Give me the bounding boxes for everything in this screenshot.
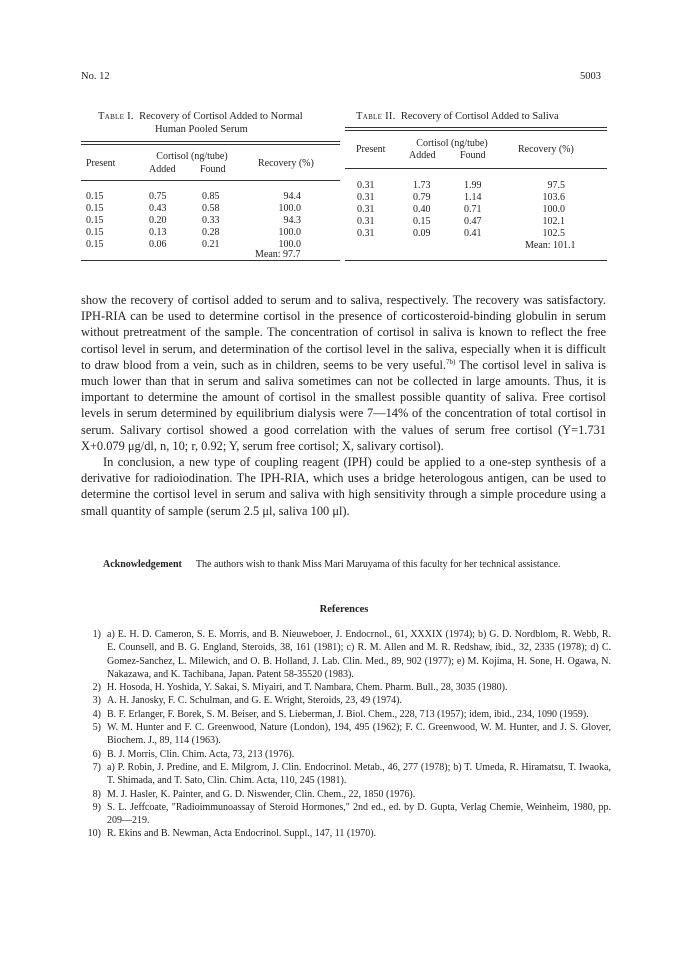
reference-item — [81, 628, 611, 681]
journal-issue-number: No. 12 — [81, 71, 110, 82]
body-text — [81, 292, 606, 519]
table1-header-rule — [81, 180, 340, 181]
reference-text: S. L. Jeffcoate, "Radioimmunoassay of Steroid Hormones," 2nd ed., ed. by D. Gupta, Verlag Chemie, Weinheim, 1980, pp. 209—219. — [107, 801, 611, 827]
table2-cell-present: 0.31 — [357, 204, 375, 215]
table2-cell-found: 1.99 — [464, 180, 482, 191]
reference-item — [81, 761, 611, 788]
table1-cell-recovery: 100.0 — [278, 227, 301, 238]
reference-number: 4) — [92, 708, 101, 720]
table1-col-present: Present — [86, 158, 116, 169]
table1-cell-added: 0.20 — [149, 215, 167, 226]
table2-top-rule-2 — [345, 130, 607, 131]
table2-col-recovery: Recovery (%) — [518, 144, 574, 155]
table1-cell-present: 0.15 — [86, 215, 104, 226]
table2-cell-present: 0.31 — [357, 192, 375, 203]
references-title: References — [319, 604, 369, 615]
table2-caption — [356, 110, 616, 123]
reference-text: H. Hosoda, H. Yoshida, Y. Sakai, S. Miyairi, and T. Nambara, Chem. Pharm. Bull., 28, 3035 (1980). — [107, 682, 508, 694]
table2-col-added: Added — [409, 150, 436, 161]
reference-item — [81, 827, 611, 840]
table1-caption-line1: Recovery of Cortisol Added to Normal — [139, 111, 303, 122]
table2-col-present: Present — [356, 144, 386, 155]
reference-text: M. J. Hasler, K. Painter, and G. D. Niswender, Clin. Chem., 22, 1850 (1976). — [107, 788, 416, 800]
reference-text: W. M. Hunter and F. C. Greenwood, Nature (London), 194, 495 (1962); F. C. Greenwood, W. M. Hunter, and J. S. Glover, Biochem. J., 89, 114 (1963). — [107, 722, 611, 747]
table1-cell-found: 0.21 — [202, 239, 220, 250]
table2-cell-present: 0.31 — [357, 228, 375, 239]
table1-cell-added: 0.13 — [149, 227, 167, 238]
acknowledgement — [81, 558, 606, 571]
table2-cell-recovery: 102.5 — [542, 228, 565, 239]
reference-text: a) E. H. D. Cameron, S. E. Morris, and B. Nieuweboer, J. Endocrnol., 61, XXXIX (1974); b) G. D. Nordblom, R. Webb, R. E. Counsell, and B. G. England, Steroids, 38, 161 (1981); c) R. M. Allen and M. R. Redshaw, ibid., 32, 2335 (1978); d) C. Gomez-Sanchez, L. Milewich, and O. B. Holland, J. Lab. Clin. Med., 89, 902 (1977); e) M. Kojima, H. Sone, H. Ogawa, N. Nakazawa, and K. Tachibana, Japan. Patent 58-35520 (1983). — [107, 629, 611, 680]
table2-cell-added: 0.40 — [413, 204, 431, 215]
reference-item — [81, 681, 611, 694]
table2-col-group: Cortisol (ng/tube) — [416, 138, 488, 149]
reference-text: B. J. Morris, Clin. Chim. Acta, 73, 213 (1976). — [107, 748, 295, 760]
table1-mean: Mean: 97.7 — [255, 249, 301, 260]
table1-cell-recovery: 100.0 — [278, 203, 301, 214]
table2-cell-added: 1.73 — [413, 180, 431, 191]
table2-cell-recovery: 103.6 — [542, 192, 565, 203]
table1-cell-added: 0.75 — [149, 191, 167, 202]
table2-cell-found: 0.71 — [464, 204, 482, 215]
table2-cell-found: 0.47 — [464, 216, 482, 227]
table2-col-found: Found — [460, 150, 486, 161]
table1-cell-added: 0.06 — [149, 239, 167, 250]
table2-caption-text: Recovery of Cortisol Added to Saliva — [400, 111, 559, 122]
table1-cell-recovery: 94.4 — [283, 191, 301, 202]
table2-mean: Mean: 101.1 — [525, 240, 576, 251]
reference-number: 6) — [92, 748, 101, 760]
table1-cell-present: 0.15 — [86, 203, 104, 214]
table1-bottom-rule — [81, 260, 340, 261]
table1-cell-found: 0.33 — [202, 215, 220, 226]
table2-top-rule — [345, 127, 607, 128]
reference-text: B. F. Erlanger, F. Borek, S. M. Beiser, and S. Lieberman, J. Biol. Chem., 228, 713 (1957); idem, ibid., 234, 1090 (1959). — [107, 708, 589, 720]
table2-cell-found: 0.41 — [464, 228, 482, 239]
reference-text: R. Ekins and B. Newman, Acta Endocrinol. Suppl., 147, 11 (1970). — [107, 828, 377, 840]
body-paragraph-1-part-b: The cortisol level in saliva is much lower than that in serum and saliva sometimes can not be collected in large amounts. Thus, it is important to determine the amount of cortisol in the smallest possible quantity of saliva. Free cortisol levels in serum determined by equilibrium dialysis were 7—14% of the concentration of total cortisol in serum. Salivary cortisol showed a good correlation with the values of serum free cortisol (Y=1.731 X+0.079 μg/dl, n, 10; r, 0.92; Y, serum free cortisol; X, salivary cortisol). — [81, 357, 606, 453]
body-paragraph-2: In conclusion, a new type of coupling reagent (IPH) could be applied to a one-step synthesis of a derivative for radioiodination. The IPH-RIA, which uses a bridge heterologous antigen, can be used to determine the cortisol level in serum and saliva with high sensitivity through a simple procedure using a small quantity of sample (serum 2.5 μl, saliva 100 μl). — [81, 455, 606, 518]
references-list — [81, 628, 611, 841]
reference-number: 2) — [92, 682, 101, 694]
reference-item — [81, 748, 611, 761]
table2-cell-recovery: 100.0 — [542, 204, 565, 215]
table1-cell-present: 0.15 — [86, 227, 104, 238]
table1-label: Table I. — [98, 111, 134, 122]
table2-cell-found: 1.14 — [464, 192, 482, 203]
table1-cell-present: 0.15 — [86, 191, 104, 202]
citation-superscript: 7b) — [446, 357, 456, 366]
body-paragraph-1-part-a: show the recovery of cortisol added to serum and to saliva, respectively. The recovery was satisfactory. IPH-RIA can be used to determine cortisol in the presence of corticosteroid-binding globulin in serum without pretreatment of the sample. The concentration of cortisol in saliva is known to reflect the free cortisol level in serum, and determination of the cortisol level in the saliva, especially when it is difficult to draw blood from a vein, such as in children, seems to be very useful. — [81, 293, 606, 372]
reference-item — [81, 721, 611, 748]
table1-cell-found: 0.85 — [202, 191, 220, 202]
table2-cell-present: 0.31 — [357, 180, 375, 191]
reference-item — [81, 801, 611, 828]
reference-text: a) P. Robin, J. Predine, and E. Milgrom, J. Clin. Endocrinol. Metab., 46, 277 (1978); b) T. Umeda, R. Hiramatsu, T. Iwaoka, T. Shimada, and T. Sato, Clin. Chim. Acta, 110, 245 (1981). — [107, 761, 611, 787]
table2-label: Table II. — [356, 111, 396, 122]
reference-number: 5) — [92, 722, 101, 734]
table1-col-group: Cortisol (ng/tube) — [156, 151, 228, 162]
page-number: 5003 — [580, 71, 601, 82]
table2-cell-added: 0.09 — [413, 228, 431, 239]
table1-caption — [98, 110, 358, 136]
table2-header-rule — [345, 168, 607, 169]
reference-item — [81, 708, 611, 721]
table1-top-rule — [81, 141, 340, 142]
table1-col-recovery: Recovery (%) — [258, 158, 314, 169]
table2-cell-recovery: 102.1 — [542, 216, 565, 227]
reference-number: 10) — [87, 828, 101, 840]
table2-bottom-rule — [345, 260, 607, 261]
reference-number: 8) — [92, 788, 101, 800]
reference-number: 7) — [92, 761, 101, 773]
table2-cell-recovery: 97.5 — [547, 180, 565, 191]
table1-col-found: Found — [200, 164, 226, 175]
table1-top-rule-2 — [81, 144, 340, 145]
table1-cell-found: 0.58 — [202, 203, 220, 214]
reference-number: 3) — [92, 695, 101, 707]
acknowledgement-text: The authors wish to thank Miss Mari Maruyama of this faculty for her technical assistance. — [195, 559, 561, 570]
reference-item — [81, 788, 611, 801]
reference-number: 1) — [92, 629, 101, 640]
table1-cell-recovery: 100.0 — [278, 239, 301, 250]
reference-number: 9) — [92, 801, 101, 813]
reference-item — [81, 694, 611, 707]
reference-text: A. H. Janosky, F. C. Schulman, and G. E. Wright, Steroids, 23, 49 (1974). — [107, 695, 402, 707]
table1-caption-line2: Human Pooled Serum — [155, 124, 248, 135]
body-paragraph-1 — [81, 292, 606, 454]
table1-cell-present: 0.15 — [86, 239, 104, 250]
table2-cell-added: 0.15 — [413, 216, 431, 227]
table1-cell-recovery: 94.3 — [283, 215, 301, 226]
table2-cell-added: 0.79 — [413, 192, 431, 203]
table1-cell-found: 0.28 — [202, 227, 220, 238]
acknowledgement-label: Acknowledgement — [103, 559, 182, 570]
table1-col-added: Added — [149, 164, 176, 175]
table2-cell-present: 0.31 — [357, 216, 375, 227]
table1-cell-added: 0.43 — [149, 203, 167, 214]
